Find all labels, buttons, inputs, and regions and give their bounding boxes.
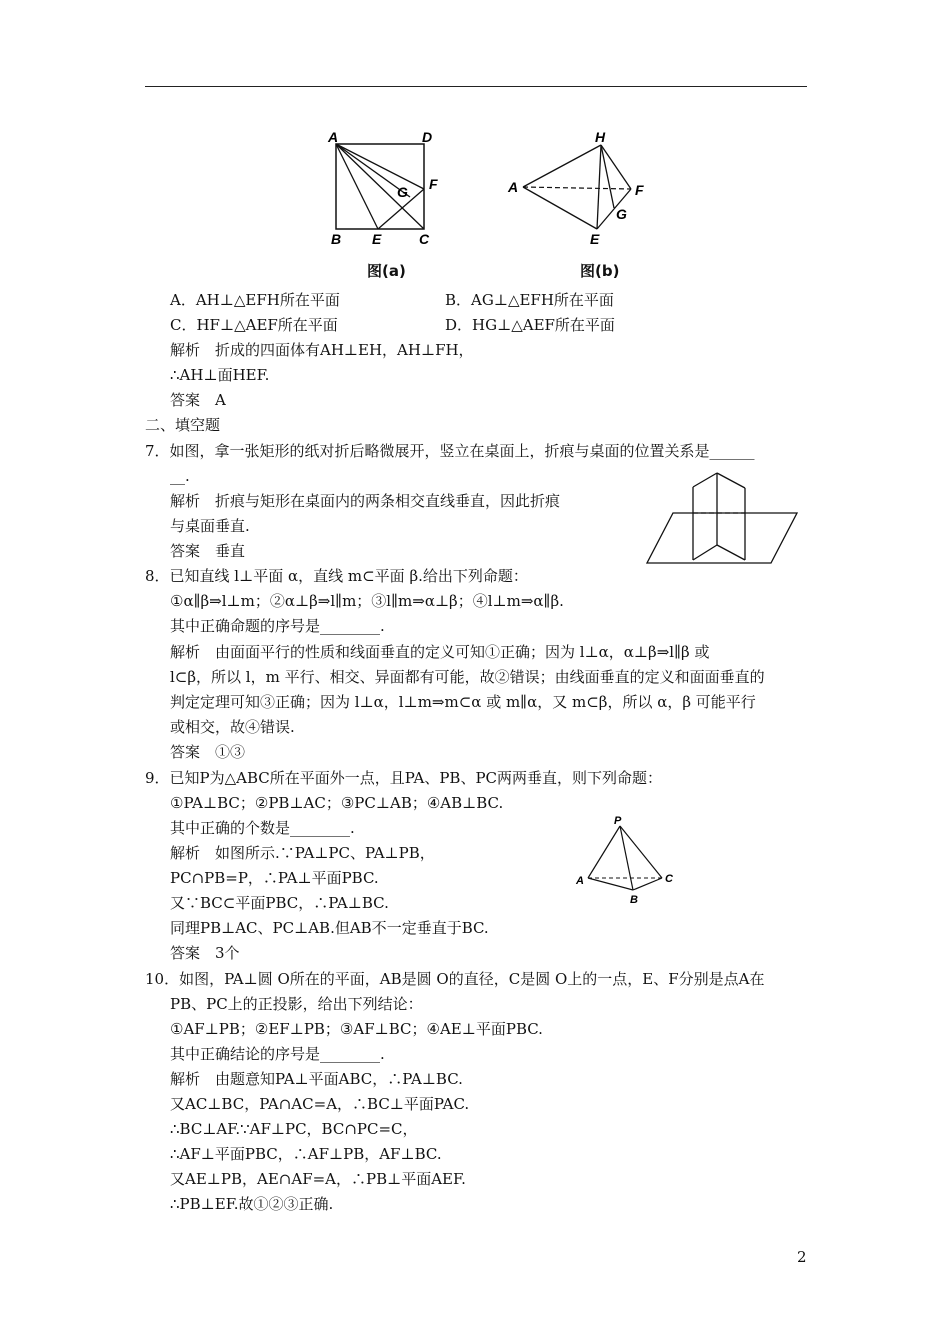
analysis-text: 又AE⊥PB，AE∩AF=A，∴PB⊥平面AEF. [170,1170,466,1188]
question-10-conclusions: ①AF⊥PB；②EF⊥PB；③AF⊥BC；④AE⊥平面PBC. [170,1020,543,1038]
figure-q9 [570,812,680,904]
figure-q7 [645,465,805,570]
analysis-text: 又AC⊥BC，PA∩AC=A，∴BC⊥平面PAC. [170,1095,470,1113]
option-d: D．HG⊥△AEF所在平面 [445,316,615,334]
analysis-text: 解析 由面面平行的性质和线面垂直的定义可知①正确；因为 l⊥α，α⊥β⇒l∥β 或 [170,643,710,661]
section-heading: 二、填空题 [145,416,221,434]
analysis-text: 解析 折成的四面体有AH⊥EH，AH⊥FH， [170,341,474,359]
question-8-prompt: 其中正确命题的序号是________. [170,617,385,635]
point-label: A [328,129,339,145]
analysis-text: 与桌面垂直. [170,517,250,535]
point-label: E [372,231,382,247]
analysis-text: ∴BC⊥AF.∵AF⊥PC，BC∩PC=C， [170,1120,418,1138]
figure-b [500,125,660,250]
figure-b-caption: 图(b) [580,262,620,280]
figure-a [320,125,450,250]
question-7: 7．如图，拿一张矩形的纸对折后略微展开，竖立在桌面上，折痕与桌面的位置关系是______ [145,442,755,460]
answer-text: 答案 ①③ [170,743,246,761]
analysis-text: 又∵BC⊂平面PBC，∴PA⊥BC. [170,894,389,912]
point-label: G [616,206,627,222]
answer-text: 答案 A [170,391,226,409]
question-10: 10．如图，PA⊥圆 O所在的平面，AB是圆 O的直径，C是圆 O上的一点，E、F分别是点A在 [145,970,765,988]
analysis-text: 或相交，故④错误. [170,718,295,736]
analysis-text: ∴PB⊥EF.故①②③正确. [170,1195,334,1213]
point-label: G [397,184,408,200]
analysis-text: 解析 如图所示.∵PA⊥PC、PA⊥PB， [170,844,435,862]
point-label: F [635,182,644,198]
analysis-text: ∴AF⊥平面PBC，∴AF⊥PB，AF⊥BC. [170,1145,442,1163]
answer-text: 答案 垂直 [170,542,246,560]
question-9: 9．已知P为△ABC所在平面外一点，且PA、PB、PC两两垂直，则下列命题： [145,769,663,787]
header-rule [145,86,807,87]
option-b: B．AG⊥△EFH所在平面 [445,291,614,309]
option-a: A．AH⊥△EFH所在平面 [170,291,340,309]
analysis-text: 同理PB⊥AC、PC⊥AB.但AB不一定垂直于BC. [170,919,489,937]
analysis-text: ∴AH⊥面HEF. [170,366,270,384]
analysis-text: PC∩PB=P，∴PA⊥平面PBC. [170,869,379,887]
point-label: H [595,129,606,145]
question-8: 8．已知直线 l⊥平面 α，直线 m⊂平面 β.给出下列命题： [145,567,528,585]
question-9-propositions: ①PA⊥BC；②PB⊥AC；③PC⊥AB；④AB⊥BC. [170,794,504,812]
answer-text: 答案 3个 [170,944,240,962]
option-c: C．HF⊥△AEF所在平面 [170,316,338,334]
point-label: C [419,231,430,247]
question-7-blank: __. [170,467,190,485]
figure-a-caption: 图(a) [367,262,406,280]
question-8-propositions: ①α∥β⇒l⊥m；②α⊥β⇒l∥m；③l∥m⇒α⊥β；④l⊥m⇒α∥β. [170,592,564,610]
analysis-text: 解析 折痕与矩形在桌面内的两条相交直线垂直，因此折痕 [170,492,561,510]
point-label: F [429,176,438,192]
question-10-continued: PB、PC上的正投影，给出下列结论： [170,995,423,1013]
page-number: 2 [797,1248,807,1266]
point-label: A [508,179,519,195]
question-9-prompt: 其中正确的个数是________. [170,819,355,837]
point-label: C [665,873,673,885]
point-label: E [590,231,600,247]
analysis-text: 判定定理可知③正确；因为 l⊥α，l⊥m⇒m⊂α 或 m∥α，又 m⊂β，所以 α，β 可能平行 [170,693,756,711]
analysis-text: l⊂β，所以 l，m 平行、相交、异面都有可能，故②错误；由线面垂直的定义和面面垂直的 [170,668,765,686]
point-label: A [576,875,584,887]
point-label: P [614,815,622,827]
point-label: B [331,231,342,247]
point-label: D [422,129,433,145]
question-10-prompt: 其中正确结论的序号是________. [170,1045,385,1063]
point-label: B [630,894,638,904]
analysis-text: 解析 由题意知PA⊥平面ABC，∴PA⊥BC. [170,1070,463,1088]
